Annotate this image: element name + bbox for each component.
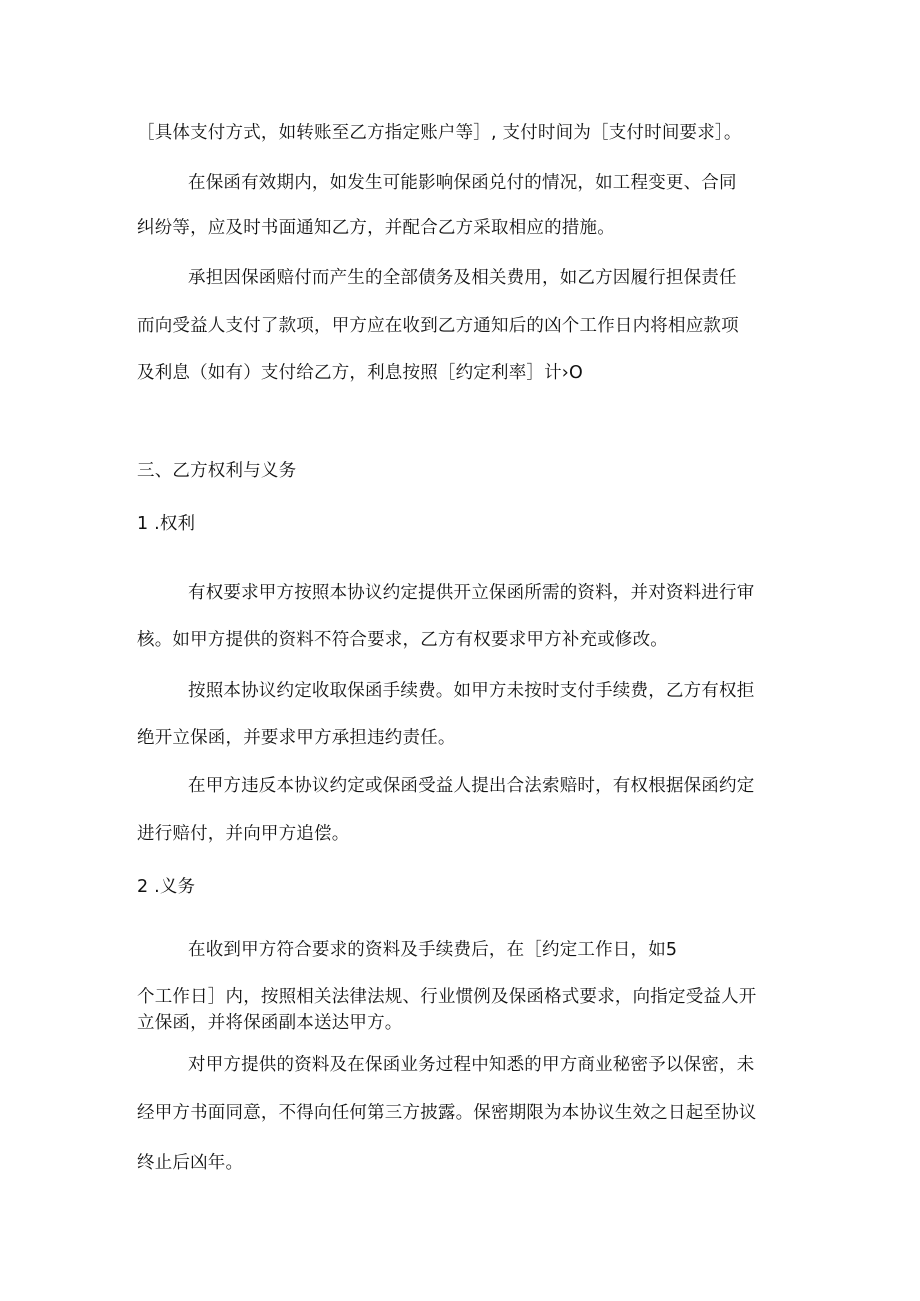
- paragraph-line: 承担因保函赔付而产生的全部债务及相关费用，如乙方因履行担保责任: [188, 268, 737, 288]
- subsection-heading: 1 .权利: [137, 514, 196, 534]
- paragraph-line: 有权要求甲方按照本协议约定提供开立保函所需的资料，并对资料进行审: [188, 583, 755, 603]
- section-heading: 三、乙方权利与义务: [137, 461, 297, 481]
- paragraph-line: 而向受益人支付了款项，甲方应在收到乙方通知后的凶个工作日内将相应款项: [137, 316, 739, 336]
- paragraph-line: 及利息（如有）支付给乙方，利息按照［约定利率］计›O: [137, 363, 583, 383]
- paragraph-line: 绝开立保函，并要求甲方承担违约责任。: [137, 728, 456, 748]
- paragraph-line: 经甲方书面同意，不得向任何第三方披露。保密期限为本协议生效之日起至协议: [137, 1103, 757, 1123]
- paragraph-line: 对甲方提供的资料及在保函业务过程中知悉的甲方商业秘密予以保密，未: [188, 1055, 755, 1075]
- paragraph-line: 终止后凶年。: [137, 1153, 244, 1173]
- subsection-heading: 2 .义务: [137, 877, 196, 897]
- paragraph-line: 按照本协议约定收取保函手续费。如甲方未按时支付手续费，乙方有权拒: [188, 681, 755, 701]
- paragraph-line: 进行赔付，并向甲方追偿。: [137, 824, 350, 844]
- paragraph-line: 立保函，并将保函副本送达甲方。: [137, 1013, 403, 1033]
- paragraph-line: 核。如甲方提供的资料不符合要求，乙方有权要求甲方补充或修改。: [137, 630, 668, 650]
- paragraph-line: 纠纷等，应及时书面通知乙方，并配合乙方采取相应的措施。: [137, 218, 615, 238]
- paragraph-line: ［具体支付方式，如转账至乙方指定账户等］, 支付时间为［支付时间要求］。: [137, 123, 742, 143]
- paragraph-line: 在保函有效期内，如发生可能影响保函兑付的情况，如工程变更、合同: [188, 173, 737, 193]
- paragraph-line: 在收到甲方符合要求的资料及手续费后，在［约定工作日，如5: [188, 940, 678, 960]
- paragraph-line: 在甲方违反本协议约定或保函受益人提出合法索赔时，有权根据保函约定: [188, 776, 755, 796]
- paragraph-line: 个工作日］内，按照相关法律法规、行业惯例及保函格式要求，向指定受益人开: [137, 987, 757, 1007]
